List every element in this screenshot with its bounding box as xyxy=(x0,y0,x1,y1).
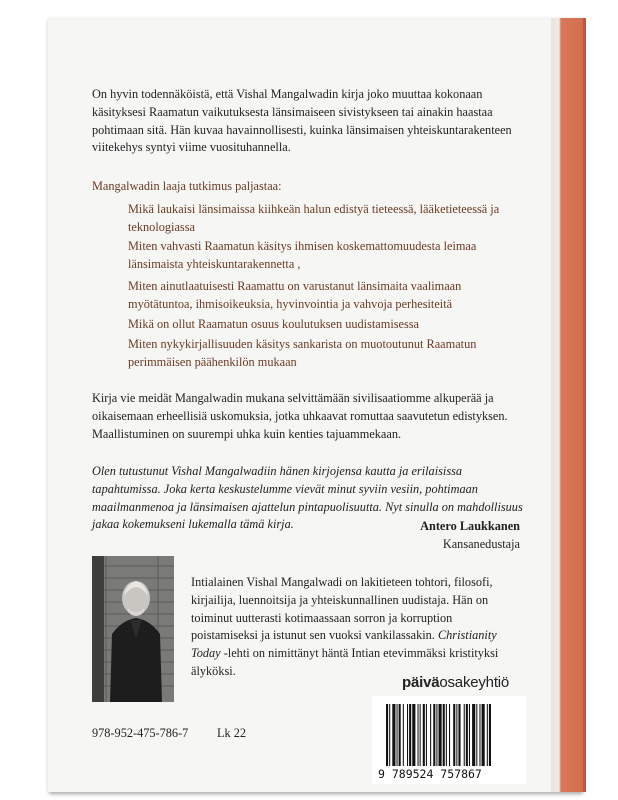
barcode-bar xyxy=(399,704,401,766)
research-item: Miten nykykirjallisuuden käsitys sankarista on muotoutunut Raamatun perimmäisen päähenkilön mukaan xyxy=(128,337,477,369)
barcode-bar xyxy=(426,704,427,766)
barcode-bar xyxy=(469,704,470,766)
barcode-bar xyxy=(433,704,435,766)
quote-author: Antero Laukkanen xyxy=(420,519,520,533)
publisher-logo xyxy=(402,674,509,691)
quote-author-title: Kansanedustaja xyxy=(442,537,520,551)
barcode-bar xyxy=(439,704,442,766)
barcode-bar xyxy=(423,704,425,766)
author-photo xyxy=(92,556,174,702)
barcode-bar xyxy=(389,704,390,766)
barcode-number: 9 789524 757867 xyxy=(378,767,482,781)
library-classification: Lk 22 xyxy=(217,726,247,740)
barcode-bar xyxy=(397,704,398,766)
barcode-bar xyxy=(392,704,395,766)
publisher-logo-rest: osakeyhtiö xyxy=(439,674,510,691)
intro-paragraph: On hyvin todennäköistä, että Vishal Mangalwadin kirja joko muuttaa kokonaan käsityksesi Raamatun vaikutuksesta länsimaiseen sivistykseen tai ainakin haastaa pohtimaan sitä. Hän kuvaa havainnollisesti, kuinka länsimaisen yhteiskuntarakenteen viitekehys syntyi viime vuosituhannella. xyxy=(92,87,512,155)
research-item: Mikä laukaisi länsimaissa kiihkeän halun edistyä tieteessä, lääketieteessä ja teknologiassa xyxy=(128,202,500,234)
barcode-bar xyxy=(449,704,450,766)
barcode-bar xyxy=(476,704,477,766)
isbn-number: 978-952-475-786-7 xyxy=(92,726,189,740)
barcode-bar xyxy=(453,704,455,766)
bio-magazine: Christianity Today xyxy=(191,628,497,661)
bio-text: Intialainen Vishal Mangalwadi on lakitieteen tohtori, filosofi, kirjailija, luennoitsija ja yhteiskunnallinen uudistaja. Hän on toiminut uutterasti kotimaassaan sorron ja korruption poistamiseksi ja istunut sen vuoksi vankilassakin. xyxy=(191,575,493,643)
barcode-bar xyxy=(409,704,411,766)
research-item: Mikä on ollut Raamatun osuus koulutuksen uudistamisessa xyxy=(128,317,420,331)
barcode-bar xyxy=(386,704,388,766)
barcode-bar xyxy=(482,704,485,766)
barcode-bar xyxy=(403,704,404,766)
barcode-bar xyxy=(436,704,437,766)
barcode-bar xyxy=(456,704,457,766)
barcode-bar xyxy=(458,704,460,766)
barcode-bar xyxy=(489,704,491,766)
conclusion-paragraph: Kirja vie meidät Mangalwadin mukana selvittämään sivilisaatiomme alkuperää ja oikaisemaan erheellisiä uskomuksia, jotka uhkaavat romuttaa saavutetun edistyksen. Maallistuminen on suurempi uhka kuin kenties tajuammekaan. xyxy=(92,391,508,441)
book-spine-edge xyxy=(583,18,586,792)
barcode-bar xyxy=(479,704,480,766)
barcode-bar xyxy=(487,704,488,766)
book-spine xyxy=(551,18,585,792)
barcode-bar xyxy=(464,704,465,766)
barcode-bar xyxy=(443,704,445,766)
barcode-bar xyxy=(466,704,468,766)
author-bio xyxy=(191,574,521,681)
isbn-barcode xyxy=(372,696,526,784)
barcode-bar xyxy=(412,704,415,766)
barcode-bar xyxy=(472,704,475,766)
research-item: Miten ainutlaatuisesti Raamattu on varustanut länsimaita vaalimaan myötätuntoa, ihmisoikeuksia, hyvinvointia ja vahvoja perhesiteitä xyxy=(128,279,462,311)
barcode-bar xyxy=(407,704,408,766)
barcode-bar xyxy=(418,704,419,766)
publisher-logo-bold: päivä xyxy=(402,674,440,691)
barcode-bar xyxy=(430,704,431,766)
barcode-bar xyxy=(446,704,447,766)
research-item: Miten vahvasti Raamatun käsitys ihmisen koskemattomuudesta leimaa länsimaista yhteiskuntarakennetta , xyxy=(128,239,477,271)
bio-text-end: -lehti on nimittänyt häntä Intian etevimmäksi kristityksi älyköksi. xyxy=(191,646,499,678)
research-heading: Mangalwadin laaja tutkimus paljastaa: xyxy=(92,179,282,193)
barcode-bar xyxy=(420,704,421,766)
endorsement-quote: Olen tutustunut Vishal Mangalwadiin hänen kirjojensa kautta ja erilaisissa tapahtumissa. Joka kerta keskustelumme vievät minut syviin vesiin, pohtimaan maailmanmenoa ja länsimaisen ajattelun pintapuolisuutta. Nyt sinulla on mahdollisuus jakaa kokemukseni lukemalla tämä kirja. xyxy=(92,464,523,532)
